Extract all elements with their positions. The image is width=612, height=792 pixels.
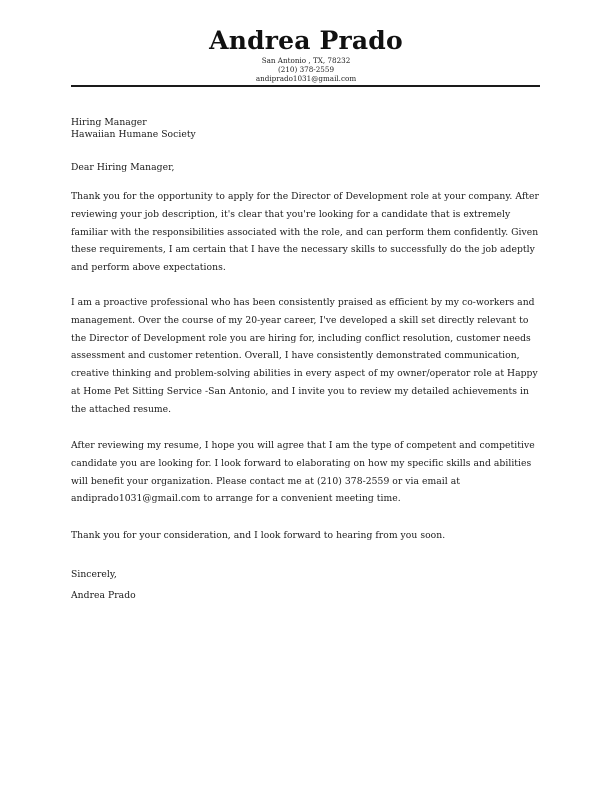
paragraph-qualifications: I am a proactive professional who has been consistently praised as efficient by my co-workers and management. Over the course of my 20-year career, I've developed a skill set directly relevant to the Director of Development role you are hiring for, including conflict resolution, customer needs assessment and customer retention. Overall, I have consistently demonstrated communication, creative thinking and problem-solving abilities in every aspect of my owner/operator role at Happy at Home Pet Sitting Service -San Antonio, and I invite you to review my detailed achievements in the attached resume.: [71, 297, 538, 415]
paragraph-thanks: Thank you for your consideration, and I look forward to hearing from you soon.: [71, 530, 446, 541]
closing-signoff: Sincerely,: [71, 569, 117, 580]
applicant-name: Andrea Prado: [209, 26, 403, 55]
applicant-phone: (210) 378-2559: [277, 65, 335, 74]
signature-name: Andrea Prado: [71, 590, 136, 601]
letter-header: [0, 26, 612, 83]
salutation: Dear Hiring Manager,: [71, 162, 175, 173]
letter-body: [71, 117, 541, 601]
recipient-organization: Hawaiian Humane Society: [71, 128, 196, 140]
applicant-address: San Antonio , TX, 78232: [261, 56, 351, 65]
paragraph-intro: Thank you for the opportunity to apply for the Director of Development role at your company. After reviewing your job description, it's clear that you're looking for a candidate that is extremely familiar with the responsibilities associated with the role, and can perform them confidently. Given these requirements, I am certain that I have the necessary skills to successfully do the job adeptly and perform above expectations.: [71, 191, 539, 274]
recipient-title: Hiring Manager: [71, 117, 147, 128]
applicant-email: andiprado1031@gmail.com: [255, 74, 357, 83]
recipient-block: [71, 117, 541, 140]
paragraph-call-to-action: After reviewing my resume, I hope you will agree that I am the type of competent and competitive candidate you are looking for. I look forward to elaborating on how my specific skills and abilities will benefit your organization. Please contact me at (210) 378-2559 or via email at andiprado1031@gmail.com to arrange for a convenient meeting time.: [71, 440, 535, 505]
header-divider: [71, 85, 540, 87]
